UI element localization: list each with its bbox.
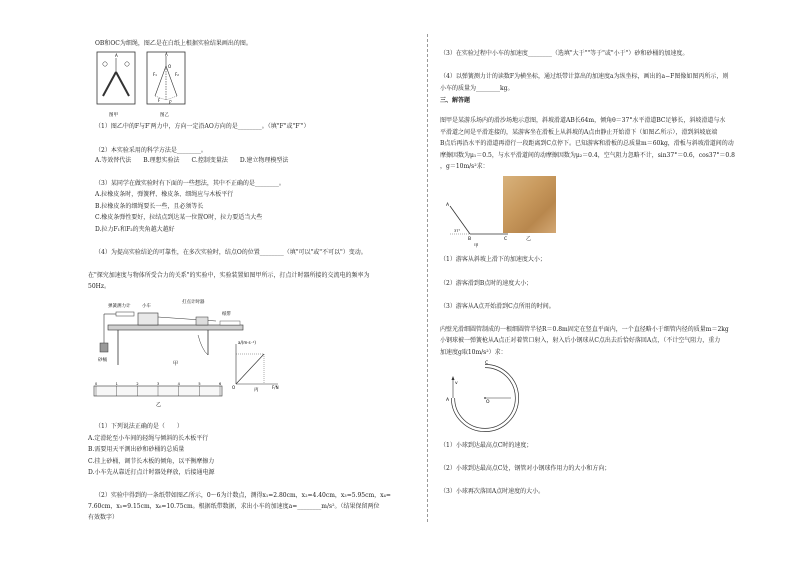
label-tape-yi: 乙 xyxy=(156,402,162,408)
label-tape: 纸带 xyxy=(222,312,231,317)
force-experiment-figure xyxy=(95,50,205,118)
fig-label-F: F xyxy=(158,98,161,103)
problem-1-line-2: 平滑道之间是平滑连接的，某游客坐在滑板上从斜坡的A点由静止开始滑下（如图乙所示），滑到斜坡底端 xyxy=(440,129,718,136)
question-3-option-d: D.拉力F₁和F₂的夹角越大越好 xyxy=(95,226,175,233)
problem-1-question-3: （3）游客从A点开始滑到C点所用的时间。 xyxy=(440,303,555,310)
tape-point-label: 4 xyxy=(177,382,180,386)
question-3-option-a: A.拉橡皮条时，弹簧秤、橡皮条、细绳应与木板平行 xyxy=(95,191,234,198)
problem-1-line-4: 摩擦因数为μ₁＝0.5，与水平滑道间的动摩擦因数为μ₂＝0.4，空气阻力忽略不计，sin37°＝0.6，cos37°＝0.8 xyxy=(440,152,735,159)
problem-2-line-1: 内壁光滑细圆管制成的一根细圆管半径R＝0.8m固定在竖直平面内，一个直径略小于细管内径的质量m＝2kg xyxy=(440,326,729,333)
newton-intro-2: 50Hz。 xyxy=(88,283,111,290)
question-1: （1）图乙中的F与F′两力中，方向一定沿AO方向的是________。（填"F"或"F′"） xyxy=(95,123,310,130)
f-axis-label: F/N xyxy=(272,385,279,390)
problem-2-question-3: （3）小球再次落回A点时速度的大小。 xyxy=(440,488,545,495)
sub-question-2-line-1: （2）实验中得到的一条纸带如图乙所示，0～6为计数点，测得x₁=2.80cm，x₂=4.40cm，x₃=5.95cm，x₄= xyxy=(95,492,391,499)
problem-1-line-5: ，g＝10m/s²求： xyxy=(440,163,489,170)
tape-point-label: 5 xyxy=(198,382,201,386)
sub-question-1-option-d: D.小车先从靠近打点计时器处释放，后接通电源 xyxy=(88,469,215,476)
ring-tube-figure xyxy=(445,358,525,436)
slope-label-theta: 37° xyxy=(454,229,461,233)
fig-label-O: O xyxy=(168,64,172,69)
problem-1-question-2: （2）游客滑到B点时的速度大小； xyxy=(440,280,533,287)
fig-label-yi: 图乙 xyxy=(160,113,169,118)
problem-2-line-3: 加速度g取10m/s²）求： xyxy=(440,349,507,356)
label-timer: 打点计时器 xyxy=(182,300,205,305)
question-3-option-c: C.橡皮条弹性要好，拉结点到达某一位置O时，拉力要适当大些 xyxy=(95,214,263,221)
problem-2-question-2: （2）小球到达最高点C处，钢管对小钢球作用力的大小和方向； xyxy=(440,465,611,472)
tape-figure xyxy=(92,380,227,408)
question-2: （2）本实验采用的科学方法是________。 xyxy=(95,147,207,154)
ring-label-C: C xyxy=(485,361,489,366)
problem-1-question-1: （1）游客从斜坡上滑下的加速度大小； xyxy=(440,256,546,263)
question-intro: OB和OC为细绳，图乙是在白纸上根据实验结果画出的图。 xyxy=(95,40,252,47)
slope-label-A: A xyxy=(446,203,450,208)
column-divider xyxy=(427,34,428,522)
label-spring-scale: 弹簧测力计 xyxy=(108,304,131,309)
sub-question-3: （3）在实验过程中小车的加速度________（选填"大于""等于"或"小于"）砂和砂桶的加速度。 xyxy=(440,50,689,57)
problem-2-question-1: （1）小球到达最高点C时的速度； xyxy=(440,442,533,449)
sub-question-1-option-c: C.挂上砂桶，调节长木板的倾角，以平衡摩擦力 xyxy=(88,458,215,465)
newton-intro-1: 在"探究加速度与物体所受合力的关系"的实验中，实验装置如图甲所示，打点计时器所接的交流电的频率为 xyxy=(88,272,370,279)
label-bing: 丙 xyxy=(254,388,259,392)
ring-label-O: O xyxy=(486,400,490,405)
tape-point-label: 6 xyxy=(219,382,222,386)
fig-label-F1: F₁ xyxy=(153,72,157,77)
sub-question-1-option-a: A.定滑轮至小车间的轻绳与倾斜的长木板平行 xyxy=(88,435,209,442)
slope-figure xyxy=(440,198,510,248)
sand-slide-photo xyxy=(503,176,556,233)
tape-point-label: 1 xyxy=(115,382,118,386)
tape-point-label: 2 xyxy=(136,382,139,386)
sub-question-1: （1）下列说法正确的是（ ） xyxy=(95,423,183,430)
af-graph xyxy=(228,340,283,392)
fig-label-F2: F₂ xyxy=(175,72,179,77)
label-cart: 小车 xyxy=(142,304,151,309)
sub-question-4-line-1: （4）以弹簧测力计的读数F为横坐标，通过纸带计算出的加速度a为纵坐标，画出的a−F图像如图丙所示，则 xyxy=(440,73,729,80)
problem-1-line-3: B点后再沿水平的滑道再滑行一段距离到C点停下。已知游客和滑板的总质量m＝60kg，滑板与斜坡滑道间的动 xyxy=(440,140,734,147)
question-3-option-b: B.拉橡皮条的细绳要长一些，且必须等长 xyxy=(95,203,204,210)
question-3: （3）某同学在做实验时有下面的一些想法，其中不正确的是________。 xyxy=(95,180,285,187)
slope-label-C: C xyxy=(504,237,508,242)
sub-question-4-line-2: 小车的质量为________kg。 xyxy=(440,85,514,92)
a-axis-label: a/(m·s⁻²) xyxy=(238,340,256,345)
fig-label-A2: A xyxy=(165,52,168,57)
photo-label-yi: 乙 xyxy=(526,236,532,242)
sub-question-1-option-b: B.需要用天平测出砂和砂桶的总质量 xyxy=(88,446,185,453)
ring-label-v: v xyxy=(455,381,458,386)
sub-question-2-line-3: 有效数字） xyxy=(88,514,119,521)
tape-point-label: 0 xyxy=(95,382,98,386)
section-heading: 三、解答题 xyxy=(440,97,471,104)
question-4: （4）为提高实验结论的可靠性，在多次实验时，结点O的位置________（填"可以"或"不可以"）变动。 xyxy=(95,249,367,256)
origin-label: O xyxy=(232,385,236,390)
problem-2-line-2: 小钢球被一弹簧枪从A点正对着管口射入，射入后小钢球从C点出去后恰好落回A点，（不计空气阻力，重力 xyxy=(440,337,721,344)
slope-label-B: B xyxy=(468,237,472,242)
tape-point-label: 3 xyxy=(157,382,160,386)
fig-label-Fp: F' xyxy=(169,100,173,105)
fig-label-jia: 图甲 xyxy=(109,113,118,118)
label-sand: 砂桶 xyxy=(98,358,107,363)
label-jia: 甲 xyxy=(173,361,179,367)
problem-1-line-1: 图甲是某游乐场内的滑沙场地示意图，斜坡滑道AB长64m，倾角θ＝37°水平滑道BC足够长，斜坡滑道与水 xyxy=(440,117,726,124)
question-2-options: A.等效替代法 B.理想实验法 C.控制变量法 D.建立物理模型法 xyxy=(95,157,289,164)
sub-question-2-line-2: 7.60cm，x₅=9.15cm，x₆=10.75cm。根据纸带数据，求出小车的加速度a=________m/s²。（结果保留两位 xyxy=(88,503,380,510)
ring-label-A: A xyxy=(446,398,450,403)
fig-label-A: A xyxy=(115,53,118,58)
slope-label-jia: 甲 xyxy=(474,244,479,248)
